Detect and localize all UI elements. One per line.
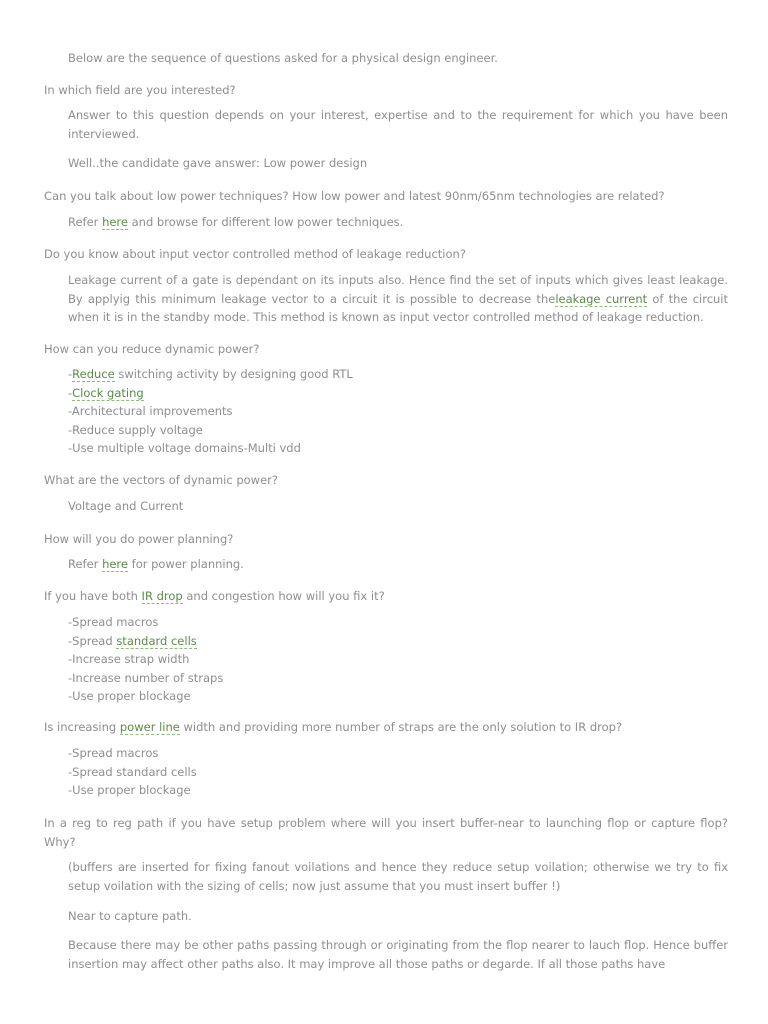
- reduce-link[interactable]: Reduce: [72, 367, 115, 381]
- standard-cells-link[interactable]: standard cells: [116, 633, 197, 648]
- answer-7-list: [68, 613, 728, 706]
- leakage-current-link[interactable]: leakage current: [555, 291, 648, 306]
- answer-3: Leakage current of a gate is dependant on its inputs also. Hence find the set of inputs which gives least leakage. By applyig this minimum leakage vector to a circuit it is possible to decrease theleakage current of the circuit when it is in the standby mode. This method is known as input vector controlled method of leakage reduction.: [68, 273, 729, 324]
- list-item: -Use proper blockage: [68, 783, 191, 797]
- list-item: -Reduce switching activity by designing good RTL: [68, 367, 353, 381]
- list-item: -Use multiple voltage domains-Multi vdd: [68, 441, 301, 455]
- question-8: Is increasing power line width and providing more number of straps are the only solution to IR drop?: [44, 720, 623, 734]
- question-9: In a reg to reg path if you have setup problem where will you insert buffer-near to launching flop or capture flop? Why?: [44, 816, 728, 849]
- here-link[interactable]: here: [102, 215, 128, 229]
- answer-1-candidate: Well..the candidate gave answer: Low power design: [68, 156, 368, 170]
- answer-6: Refer here for power planning.: [68, 557, 244, 571]
- clock-gating-link[interactable]: Clock gating: [72, 385, 144, 400]
- answer-2: Refer here and browse for different low power techniques.: [68, 215, 404, 229]
- list-item: -Clock gating: [68, 385, 144, 400]
- list-item: -Spread macros: [68, 615, 159, 629]
- list-item: -Spread macros: [68, 746, 159, 760]
- list-item: -Use proper blockage: [68, 689, 191, 703]
- power-line-link[interactable]: power line: [119, 720, 180, 734]
- list-item: -Spread standard cells: [68, 764, 197, 779]
- here-link-power-planning[interactable]: here: [102, 557, 128, 571]
- list-item: -Increase number of straps: [68, 670, 224, 685]
- question-2: Can you talk about low power techniques? How low power and latest 90nm/65nm technologies are related?: [44, 189, 665, 203]
- answer-9-short: Near to capture path.: [68, 909, 192, 923]
- question-5: What are the vectors of dynamic power?: [44, 473, 278, 487]
- answer-4-list: [68, 365, 728, 458]
- answer-8-list: [68, 744, 728, 800]
- answer-9-explanation: Because there may be other paths passing through or originating from the flop nearer to lauch flop. Hence buffer insertion may affect other paths also. It may improve all those paths or degarde. If all those paths have: [68, 938, 728, 971]
- question-4: How can you reduce dynamic power?: [44, 342, 260, 356]
- question-3: Do you know about input vector controlled method of leakage reduction?: [44, 247, 466, 261]
- question-7: If you have both IR drop and congestion how will you fix it?: [44, 589, 385, 603]
- list-item: -Reduce supply voltage: [68, 422, 203, 437]
- intro-text: Below are the sequence of questions asked for a physical design engineer.: [68, 51, 498, 65]
- question-6: How will you do power planning?: [44, 532, 234, 546]
- answer-1-text: Answer to this question depends on your interest, expertise and to the requirement for which you have been interviewed.: [68, 108, 728, 141]
- ir-drop-link[interactable]: IR drop: [141, 589, 183, 603]
- list-item: -Architectural improvements: [68, 404, 233, 418]
- answer-9-note: (buffers are inserted for fixing fanout voilations and hence they reduce setup voilation; otherwise we try to fix setup voilation with the sizing of cells; now just assume that you must insert buffer !): [68, 860, 728, 893]
- question-1: In which field are you interested?: [44, 83, 236, 97]
- list-item: -Increase strap width: [68, 652, 190, 666]
- answer-5: Voltage and Current: [68, 499, 184, 513]
- list-item: -Spread standard cells: [68, 633, 197, 648]
